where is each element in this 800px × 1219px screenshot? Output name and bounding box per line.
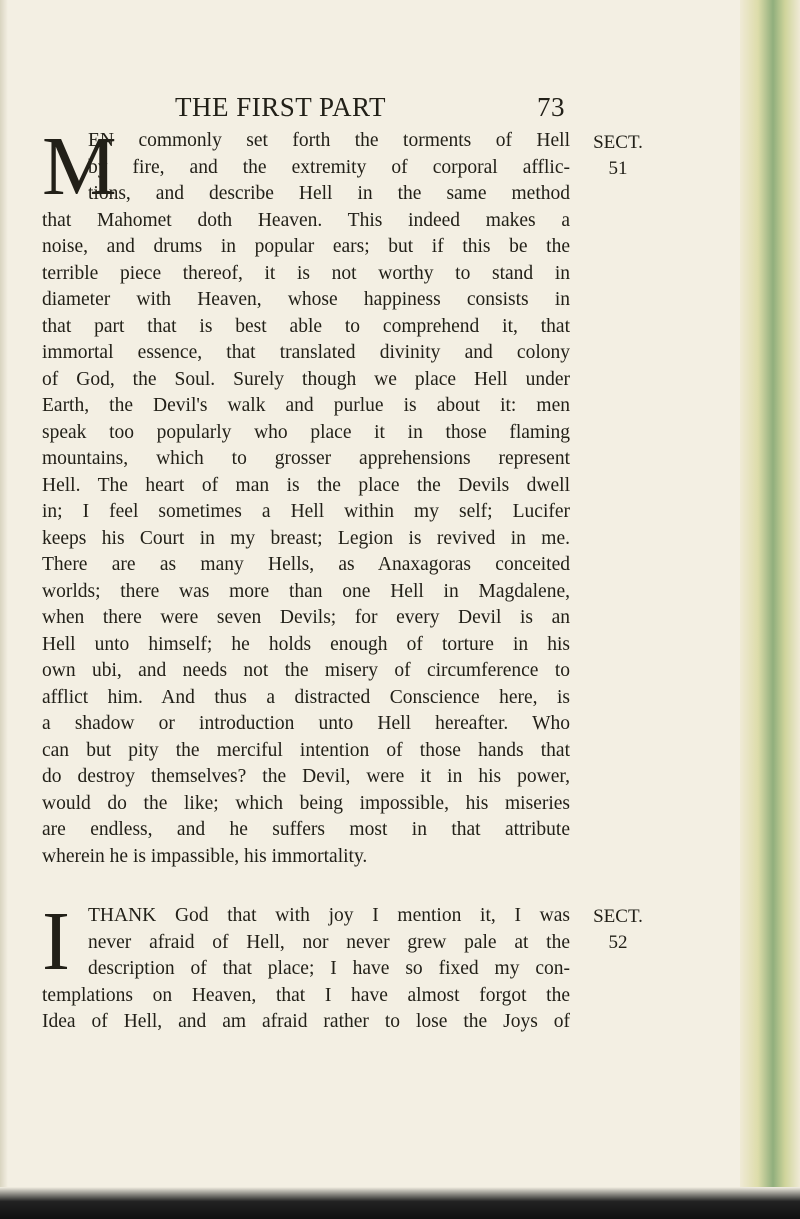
text-line: own ubi, and needs not the misery of circumference to — [42, 660, 570, 681]
paragraph-section-51 — [42, 120, 570, 870]
text-line: noise, and drums in popular ears; but if this be the — [42, 236, 570, 257]
text-line: of God, the Soul. Surely though we place Hell under — [42, 368, 570, 390]
text-line: never afraid of Hell, nor never grew pale at the — [88, 931, 570, 953]
section-number: 51 — [608, 158, 628, 179]
text-line: worlds; there was more than one Hell in Magdalene, — [42, 580, 570, 602]
text-line: terrible piece thereof, it is not worthy to stand in — [42, 262, 570, 284]
text-line: Idea of Hell, and am afraid rather to lose the Joys of — [42, 1011, 570, 1032]
text-line: would do the like; which being impossible, his miseries — [42, 792, 570, 814]
text-line: Hell. The heart of man is the place the Devils dwell — [42, 474, 570, 496]
text-line: Earth, the Devil's walk and purlue is about it: men — [42, 395, 570, 416]
text-line: description of that place; I have so fixed my con- — [88, 958, 570, 979]
text-line: mountains, which to grosser apprehensions represent — [42, 448, 570, 469]
text-line: immortal essence, that translated divinity and colony — [42, 342, 570, 363]
text-line: are endless, and he suffers most in that attribute — [42, 819, 570, 840]
text-line: do destroy themselves? the Devil, were it in his power, — [42, 766, 570, 787]
text-line: templations on Heaven, that I have almost forgot the — [42, 984, 570, 1006]
section-label: SECT. — [593, 132, 643, 153]
drop-cap: I — [42, 895, 70, 988]
drop-cap: M — [42, 120, 117, 213]
text-line: by fire, and the extremity of corporal afflic- — [88, 156, 570, 178]
page-gutter-shadow — [0, 0, 8, 1219]
text-line: EN commonly set forth the torments of Hell — [88, 130, 570, 151]
text-line: There are as many Hells, as Anaxagoras conceited — [42, 554, 570, 575]
text-line: diameter with Heaven, whose happiness consists in — [42, 289, 570, 310]
text-line: can but pity the merciful intention of those hands that — [42, 739, 570, 761]
text-line: wherein he is impassible, his immortality. — [42, 845, 368, 867]
text-line: that part that is best able to comprehend it, that — [42, 315, 570, 337]
text-line: keeps his Court in my breast; Legion is revived in me. — [42, 527, 570, 549]
page-bottom-shadow — [0, 1187, 800, 1219]
section-marker-51 — [583, 130, 653, 182]
text-line: a shadow or introduction unto Hell hereafter. Who — [42, 713, 570, 734]
text-line: when there were seven Devils; for every Devil is an — [42, 607, 570, 628]
running-title: THE FIRST PART — [175, 92, 386, 122]
paragraph-section-52 — [42, 895, 570, 1036]
text-line: tions, and describe Hell in the same method — [88, 183, 570, 204]
text-line: that Mahomet doth Heaven. This indeed makes a — [42, 209, 570, 231]
text-line: THANK God that with joy I mention it, I was — [88, 905, 570, 926]
text-line: in; I feel sometimes a Hell within my self; Lucifer — [42, 501, 570, 522]
section-marker-52 — [583, 904, 653, 956]
text-line: Hell unto himself; he holds enough of torture in his — [42, 633, 570, 655]
text-line: speak too popularly who place it in those flaming — [42, 421, 570, 443]
page-edge-decoration — [740, 0, 800, 1219]
page-number: 73 — [537, 92, 565, 122]
section-number: 52 — [608, 932, 628, 953]
section-label: SECT. — [593, 906, 643, 927]
running-header — [175, 92, 565, 122]
text-line: afflict him. And thus a distracted Conscience here, is — [42, 686, 570, 708]
